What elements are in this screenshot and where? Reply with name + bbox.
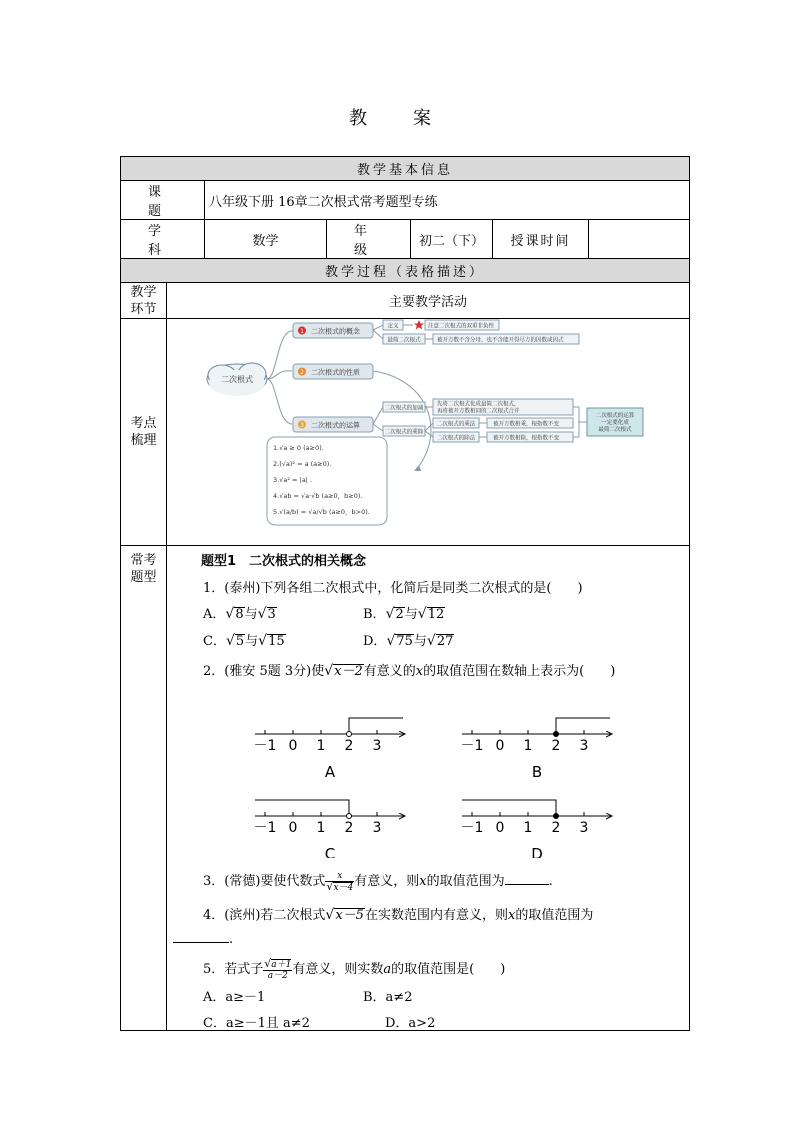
svg-text:3: 3 (372, 820, 382, 836)
page-title: 教 案 (349, 108, 445, 129)
q1-option-a: A．√8与√3 (203, 606, 276, 622)
process-header: 教学过程（表格描述） (121, 259, 690, 283)
mindmap-cell (167, 319, 690, 546)
svg-text:2: 2 (551, 820, 561, 836)
review-label: 考点梳理 (121, 319, 167, 546)
number-line-b (461, 718, 612, 781)
svg-text:1: 1 (523, 820, 533, 836)
svg-text:1: 1 (523, 738, 533, 754)
number-line-a (254, 718, 405, 781)
number-line-c (254, 800, 405, 858)
q1-option-d: D．√75与√27 (363, 633, 454, 649)
q1-option-b: B．√2与√12 (363, 606, 445, 622)
branch-concept-label: 二次根式的概念 (311, 327, 360, 336)
add-note-1: 先将二次根式化成最简二次根式， (437, 401, 520, 408)
svg-text:－1: －1 (253, 738, 277, 754)
svg-text:－1: －1 (460, 738, 484, 754)
q3-stem: 3．(常德)要使代数式 $\frac{x}{√x-4}$ 有意义，则x的取值范围为 . (203, 870, 553, 893)
prop-1: 1.√a ≥ 0 (a≥0). (273, 444, 324, 452)
label-b: B (531, 763, 543, 781)
svg-text:0: 0 (495, 820, 505, 836)
questions-cell (167, 546, 690, 1031)
mult-note: 被开方数相乘，根指数不变 (493, 421, 560, 428)
svg-text:－1: －1 (460, 820, 484, 836)
label-a: A (324, 763, 336, 781)
section-title: 题型1 二次根式的相关概念 (201, 554, 367, 569)
svg-text:3: 3 (300, 422, 304, 429)
q5-option-d: D．a>2 (385, 1016, 436, 1031)
prop-4: 4.√ab = √a·√b (a≥0，b≥0). (273, 492, 363, 500)
prop-5: 5.√(a/b) = √a/√b (a≥0，b>0). (273, 508, 370, 516)
svg-text:2: 2 (344, 738, 354, 754)
svg-text:0: 0 (288, 820, 298, 836)
label-d: D (531, 845, 543, 858)
svg-text:3: 3 (372, 738, 382, 754)
def-label: 定义 (387, 323, 399, 330)
time-label: 授课时间 (493, 220, 589, 259)
label-c: C (324, 845, 336, 858)
simplest-label: 最简二次根式 (387, 337, 421, 344)
course-value: 数学 (205, 220, 327, 259)
grade-label: 年 级 (327, 220, 411, 259)
mixed-2: 一定要化成 (601, 420, 629, 426)
svg-text:1: 1 (316, 738, 326, 754)
simplest-note: 被开方数不含分母，也不含能开得尽方的因数或因式 (437, 337, 564, 344)
add-note-2: 再将被开方数相同的二次根式合并 (437, 408, 520, 415)
svg-text:0: 0 (288, 738, 298, 754)
mixed-3: 最简二次根式 (598, 427, 632, 433)
svg-text:2: 2 (551, 738, 561, 754)
time-value (589, 220, 690, 259)
q5-option-a: A．a≥－1 (203, 990, 266, 1005)
div-note: 被开方数相除，根指数不变 (493, 435, 560, 442)
branch-property-label: 二次根式的性质 (311, 368, 360, 377)
q1-option-c: C．√5与√15 (203, 633, 285, 649)
add-label: 二次根式的加减 (384, 405, 424, 412)
svg-text:2: 2 (300, 369, 304, 376)
svg-text:－1: －1 (253, 820, 277, 836)
info-header: 教学基本信息 (121, 157, 690, 181)
svg-text:3: 3 (579, 820, 589, 836)
mindmap (167, 319, 688, 545)
prop-2: 2.(√a)² = a (a≥0). (273, 460, 332, 468)
course-label: 学 科 (121, 220, 205, 259)
subject-value: 八年级下册 16章二次根式常考题型专练 (205, 181, 690, 220)
svg-text:1: 1 (316, 820, 326, 836)
branch-operation-label: 二次根式的运算 (311, 421, 360, 430)
mult-label: 二次根式的乘法 (436, 421, 476, 428)
svg-text:0: 0 (495, 738, 505, 754)
div-label: 二次根式的除法 (436, 435, 476, 442)
q4-stem: 4．(滨州)若二次根式√x－5在实数范围内有意义，则x的取值范围为 (203, 907, 594, 923)
grade-value: 初二（下） (411, 220, 493, 259)
q5-stem: 5．若式子 $\frac{√a+1}{a-2}$ 有意义，则实数a的取值范围是( ) (203, 956, 506, 981)
number-line-options (251, 688, 651, 858)
q2-stem: 2．(雅安 5题 3分)使√x－2有意义的x的取值范围在数轴上表示为( ) (203, 663, 616, 679)
q4-blank: . (173, 930, 233, 947)
mul-label: 二次根式的乘除 (384, 429, 424, 436)
number-line-d (461, 800, 612, 858)
types-label: 常考题型 (121, 546, 167, 1031)
stage-label: 教学环节 (121, 283, 167, 319)
mindmap-center (207, 363, 267, 396)
mindmap-center-label: 二次根式 (221, 375, 253, 384)
q1-stem: 1．(泰州)下列各组二次根式中，化简后是同类二次根式的是( ) (203, 581, 583, 596)
prop-3: 3.√a² = |a| . (273, 476, 313, 484)
activity-label: 主要教学活动 (167, 283, 690, 319)
svg-text:3: 3 (579, 738, 589, 754)
svg-text:1: 1 (300, 328, 304, 335)
subject-label: 课 题 (121, 181, 205, 220)
q5-option-c: C．a≥－1且 a≠2 (203, 1016, 310, 1031)
lesson-plan-table (120, 156, 690, 1031)
mixed-1: 二次根式的运算 (595, 413, 635, 419)
svg-text:2: 2 (344, 820, 354, 836)
def-note: 注意二次根式的双重非负性 (428, 323, 495, 330)
q5-option-b: B．a≠2 (363, 990, 413, 1005)
